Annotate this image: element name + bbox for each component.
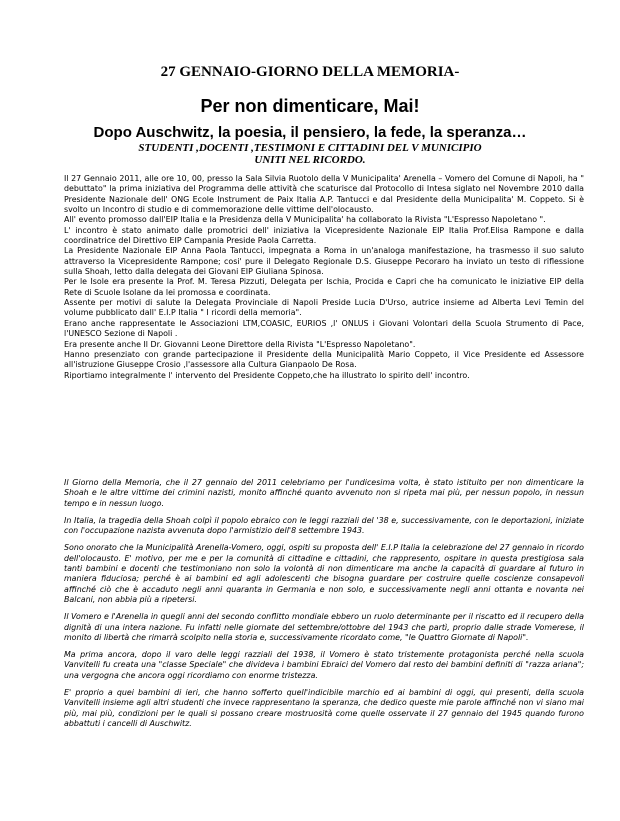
document-subtitle xyxy=(0,142,620,166)
subtitle-line: UNITI NEL RICORDO. xyxy=(254,154,366,166)
speech-paragraph: Sono onorato che la Municipalità Arenella-Vomero, oggi, ospiti su proposta dell' E.I.P Italia la celebrazione del 27 gennaio in ricordo dell'olocausto. E' motivo, per me e per la comunità di cittadine e cittadini, che rappresento, ospitare in questa prestigiosa sala tanti bambini e docenti che testimoniano non solo la volontà di non dimenticare ma anche la capacità di guardare al futuro in maniera fiduciosa; perché è ai bambini ed agli adolescenti che bisogna guardare per costruire quelle coscienze consapevoli affinché ciò che è accaduto negli anni quaranta in Germania e non solo, e successivamente negli anni ottanta e novanta nei Balcani, non abbia più a ripetersi. xyxy=(64,543,584,604)
report-paragraph: Erano anche rappresentate le Associazioni LTM,COASIC, EURIOS ,l' ONLUS i Giovani Volontari della Scuola Strumento di Pace, l'UNESCO Sezione di Napoli . xyxy=(64,318,584,339)
report-section xyxy=(64,174,584,381)
document-subheadline: Dopo Auschwitz, la poesia, il pensiero, la fede, la speranza… xyxy=(93,124,527,141)
report-paragraph: La Presidente Nazionale EIP Anna Paola Tantucci, impegnata a Roma in un'analoga manifestazione, ha trasmesso il suo saluto attraverso la Vicepresidente Rampone; cosi' pure il Delegato Regionale D.S. Giuseppe Pecoraro ha inviato un testo di riflessione sulla Shoah, letto dalla delegata dei Giovani EIP Giuliana Spinosa. xyxy=(64,246,584,277)
speech-paragraph: Ma prima ancora, dopo il varo delle leggi razziali del 1938, il Vomero è stato tristemente protagonista perché nella scuola Vanvitelli fu creata una "classe Speciale" che divideva i bambini Ebraici del Vomero dal resto dei bambini definiti di "razza ariana"; una vergogna che ancora oggi ricordiamo con enorme tristezza. xyxy=(64,650,584,680)
subtitle-line: STUDENTI ,DOCENTI ,TESTIMONI E CITTADINI DEL V MUNICIPIO xyxy=(138,142,482,154)
speech-paragraph: E' proprio a quei bambini di ieri, che hanno sofferto quell'indicibile marchio ed ai bambini di oggi, qui presenti, della scuola Vanvitelli insieme agli altri studenti che invece rappresentano la speranza, che dedico queste mie parole affinché non vi siano mai più, mai più, condizioni per le quali si possano creare mostruosità come quelle osservate il 27 gennaio del 1945 quando furono abbattuti i cancelli di Auschwitz. xyxy=(64,688,584,728)
report-paragraph: Assente per motivi di salute la Delegata Provinciale di Napoli Preside Lucia D'Urso, autrice insieme ad Alberta Levi Temin del volume pubblicato dall' E.I.P Italia " I ricordi della memoria". xyxy=(64,298,584,318)
report-paragraph: All' evento promosso dall'EIP Italia e la Presidenza della V Municipalita' ha collaborato la Rivista "L'Espresso Napoletano ". xyxy=(64,215,546,225)
speech-paragraph: In Italia, la tragedia della Shoah colpì il popolo ebraico con le leggi razziali del '38 e, successivamente, con le deportazioni, iniziate con l'occupazione nazista avvenuta dopo l'armistizio dell'8 settembre 1943. xyxy=(64,515,584,536)
report-paragraph: L' incontro è stato animato dalle promotrici dell' iniziativa la Vicepresidente Nazionale EIP Italia Prof.Elisa Rampone e dalla coordinatrice del Direttivo EIP Campania Preside Paola Carretta. xyxy=(64,225,584,246)
report-paragraph: Hanno presenziato con grande partecipazione il Presidente della Municipalità Mario Coppeto, il Vice Presidente ed Assessore all'istruzione Giuseppe Crosio ,l'assessore alla Cultura Gianpaolo De Rosa. xyxy=(64,349,584,370)
report-paragraph: Era presente anche Il Dr. Giovanni Leone Direttore della Rivista "L'Espresso Napoletano". xyxy=(64,339,416,349)
report-paragraph: Per le Isole era presente la Prof. M. Teresa Pizzuti, Delegata per Ischia, Procida e Capri che ha comunicato le iniziative EIP della Rete di Scuole Isolane da lei promossa e coordinata. xyxy=(64,277,584,297)
report-paragraph: Riportiamo integralmente l' intervento del Presidente Coppeto,che ha illustrato lo spirito dell' incontro. xyxy=(64,370,470,380)
speech-paragraph: Il Giorno della Memoria, che il 27 gennaio del 2011 celebriamo per l'undicesima volta, è stato istituito per non dimenticare la Shoah e le altre vittime dei crimini nazisti, monito affinché quanto avvenuto non si ripeta mai più, per nessun popolo, in nessun tempo e in nessun luogo. xyxy=(64,478,584,508)
document-title: 27 GENNAIO-GIORNO DELLA MEMORIA- xyxy=(160,64,460,80)
report-paragraph: Il 27 Gennaio 2011, alle ore 10, 00, presso la Sala Silvia Ruotolo della V Municipalita' Arenella – Vomero del Comune di Napoli, ha " debuttato" la prima iniziativa del Programma delle attività che scaturisce dal Protocollo di Intesa siglato nel Novembre 2010 dalla Presidente Nazionale dell' ONG Ecole Instrument de Paix Italia A.P. Tantucci e dal Presidente della Municipalita' M. Coppeto. Si è svolto un Incontro di studio e di commemorazione delle vittime dell'olocausto. xyxy=(64,174,584,215)
document-headline: Per non dimenticare, Mai! xyxy=(200,96,420,116)
speech-paragraph: Il Vomero e l'Arenella in quegli anni del secondo conflitto mondiale ebbero un ruolo determinante per il riscatto ed il recupero della dignità di una intera nazione. Fu infatti nelle giornate del settembre/ottobre del 1943 che partì, proprio dalle strade Vomerese, il monito di libertà che rimarrà scolpito nella storia e, successivamente ricordato come, "le Quattro Giornate di Napoli". xyxy=(64,612,584,642)
speech-section xyxy=(64,478,584,736)
